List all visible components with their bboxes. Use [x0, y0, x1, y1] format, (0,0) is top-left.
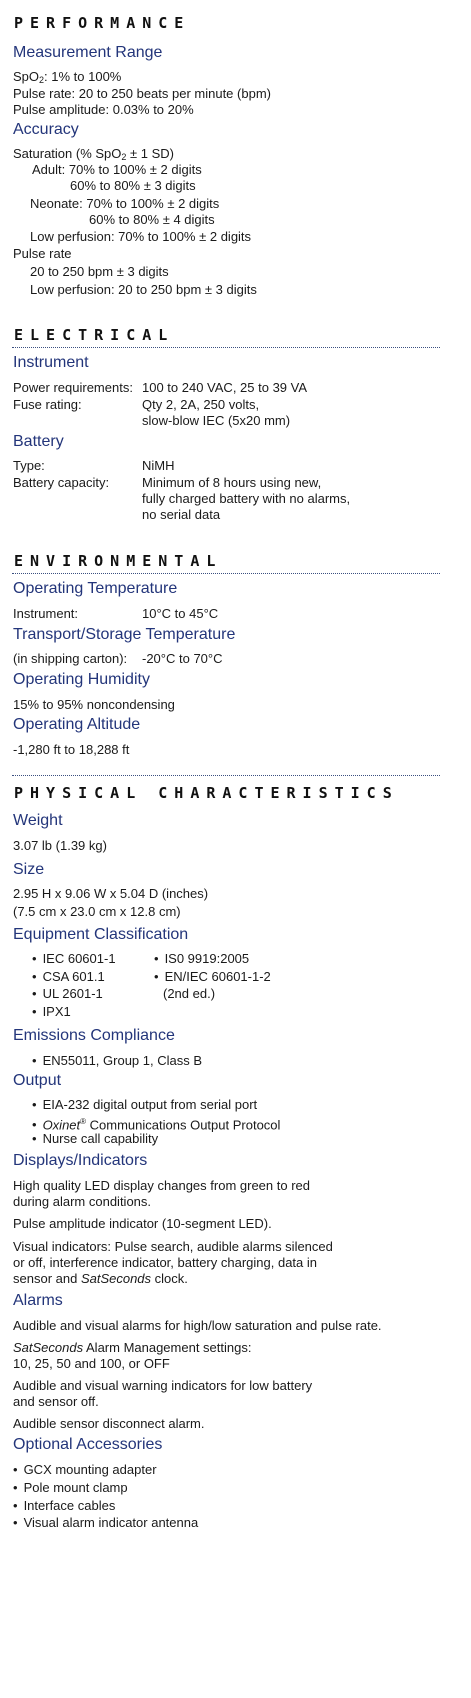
- alarms-text: 10, 25, 50 and 100, or OFF: [13, 1356, 170, 1371]
- accessory-item: • GCX mounting adapter: [13, 1462, 157, 1477]
- accessory-item: • Visual alarm indicator antenna: [13, 1515, 198, 1530]
- subheading-operating-temperature: Operating Temperature: [13, 580, 178, 597]
- pulse-rate-label: Pulse rate: [13, 246, 72, 261]
- emissions-item: • EN55011, Group 1, Class B: [32, 1053, 202, 1068]
- classification-item: • IS0 9919:2005: [154, 951, 249, 966]
- power-label: Power requirements:: [13, 380, 133, 395]
- battery-capacity-label: Battery capacity:: [13, 475, 110, 490]
- alarms-text: SatSeconds Alarm Management settings:: [13, 1340, 252, 1355]
- output-item: • EIA-232 digital output from serial port: [32, 1097, 257, 1112]
- subheading-instrument: Instrument: [13, 354, 89, 371]
- displays-text: during alarm conditions.: [13, 1194, 152, 1209]
- alarms-text: Audible sensor disconnect alarm.: [13, 1416, 205, 1431]
- accessory-item: • Interface cables: [13, 1498, 115, 1513]
- pulse-rate-accuracy: 20 to 250 bpm ± 3 digits: [30, 264, 169, 279]
- classification-item: • CSA 601.1: [32, 969, 105, 984]
- battery-type-value: NiMH: [142, 458, 175, 473]
- pulse-rate-range: Pulse rate: 20 to 250 beats per minute (bpm): [13, 86, 271, 101]
- classification-item: • EN/IEC 60601-1-2: [154, 969, 271, 984]
- size-value-1: 2.95 H x 9.06 W x 5.04 D (inches): [13, 886, 209, 901]
- subheading-size: Size: [13, 861, 45, 878]
- section-title-electrical: ELECTRICAL: [14, 326, 175, 344]
- operating-temperature-value: 10°C to 45°C: [142, 606, 219, 621]
- pulse-low-perfusion-accuracy: Low perfusion: 20 to 250 bpm ± 3 digits: [30, 282, 257, 297]
- subheading-displays-indicators: Displays/Indicators: [13, 1152, 148, 1169]
- section-divider: [12, 775, 440, 776]
- battery-capacity-value-3: no serial data: [142, 507, 221, 522]
- storage-temperature-value: -20°C to 70°C: [142, 651, 223, 666]
- displays-text: High quality LED display changes from green to red: [13, 1178, 310, 1193]
- output-item: • Nurse call capability: [32, 1131, 158, 1146]
- subheading-battery: Battery: [13, 433, 64, 450]
- fuse-value-1: Qty 2, 2A, 250 volts,: [142, 397, 260, 412]
- subheading-operating-humidity: Operating Humidity: [13, 671, 150, 688]
- alarms-text: Audible and visual alarms for high/low saturation and pulse rate.: [13, 1318, 382, 1333]
- section-divider: [12, 347, 440, 348]
- humidity-value: 15% to 95% noncondensing: [13, 697, 175, 712]
- battery-type-label: Type:: [13, 458, 45, 473]
- subheading-equipment-classification: Equipment Classification: [13, 926, 189, 943]
- saturation-accuracy: Saturation (% SpO$_2$ ± 1 SD): [13, 146, 174, 162]
- adult-accuracy-2: 60% to 80% ± 3 digits: [70, 178, 196, 193]
- displays-text: sensor and SatSeconds clock.: [13, 1271, 188, 1286]
- displays-text: Pulse amplitude indicator (10-segment LED).: [13, 1216, 272, 1231]
- section-title-performance: PERFORMANCE: [14, 14, 191, 32]
- battery-capacity-value-2: fully charged battery with no alarms,: [142, 491, 351, 506]
- classification-item-note: (2nd ed.): [163, 986, 216, 1001]
- section-title-environmental: ENVIRONMENTAL: [14, 552, 223, 570]
- displays-text: or off, interference indicator, battery charging, data in: [13, 1255, 317, 1270]
- neonate-accuracy-2: 60% to 80% ± 4 digits: [89, 212, 215, 227]
- weight-value: 3.07 lb (1.39 kg): [13, 838, 107, 853]
- altitude-value: -1,280 ft to 18,288 ft: [13, 742, 130, 757]
- subheading-storage-temperature: Transport/Storage Temperature: [13, 626, 236, 643]
- section-title-physical: PHYSICAL CHARACTERISTICS: [14, 784, 399, 802]
- subheading-weight: Weight: [13, 812, 63, 829]
- classification-item: • IEC 60601-1: [32, 951, 116, 966]
- spo2-range: SpO$_2$: 1% to 100%: [13, 69, 122, 85]
- fuse-label: Fuse rating:: [13, 397, 82, 412]
- alarms-text: and sensor off.: [13, 1394, 99, 1409]
- subheading-operating-altitude: Operating Altitude: [13, 716, 141, 733]
- alarms-text: Audible and visual warning indicators for low battery: [13, 1378, 313, 1393]
- adult-accuracy-1: Adult: 70% to 100% ± 2 digits: [32, 162, 202, 177]
- pulse-amplitude-range: Pulse amplitude: 0.03% to 20%: [13, 102, 194, 117]
- subheading-accuracy: Accuracy: [13, 121, 79, 138]
- output-item: • Oxinet® Communications Output Protocol: [32, 1114, 280, 1132]
- classification-item: • IPX1: [32, 1004, 71, 1019]
- battery-capacity-value-1: Minimum of 8 hours using new,: [142, 475, 322, 490]
- classification-item: • UL 2601-1: [32, 986, 103, 1001]
- accessory-item: • Pole mount clamp: [13, 1480, 128, 1495]
- operating-temperature-label: Instrument:: [13, 606, 79, 621]
- fuse-value-2: slow-blow IEC (5x20 mm): [142, 413, 291, 428]
- storage-temperature-label: (in shipping carton):: [13, 651, 128, 666]
- size-value-2: (7.5 cm x 23.0 cm x 12.8 cm): [13, 904, 181, 919]
- subheading-alarms: Alarms: [13, 1292, 63, 1309]
- low-perfusion-accuracy: Low perfusion: 70% to 100% ± 2 digits: [30, 229, 252, 244]
- displays-text: Visual indicators: Pulse search, audible alarms silenced: [13, 1239, 333, 1254]
- neonate-accuracy-1: Neonate: 70% to 100% ± 2 digits: [30, 196, 220, 211]
- section-divider: [12, 573, 440, 574]
- subheading-measurement-range: Measurement Range: [13, 44, 163, 61]
- subheading-optional-accessories: Optional Accessories: [13, 1436, 163, 1453]
- power-value: 100 to 240 VAC, 25 to 39 VA: [142, 380, 308, 395]
- subheading-emissions-compliance: Emissions Compliance: [13, 1027, 175, 1044]
- subheading-output: Output: [13, 1072, 62, 1089]
